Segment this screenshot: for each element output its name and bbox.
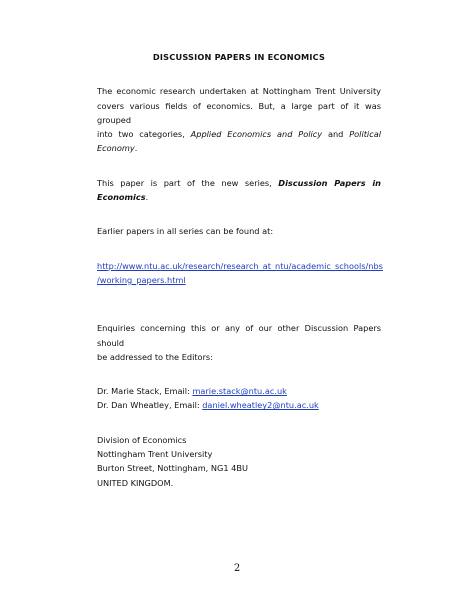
working-papers-link[interactable] bbox=[97, 259, 381, 288]
editor-row bbox=[97, 384, 381, 398]
intro-line-3 bbox=[97, 127, 381, 141]
address-line: Division of Economics bbox=[97, 434, 187, 445]
editor-label: Dr. Marie Stack, Email: bbox=[97, 386, 190, 397]
intro-line-2: covers various fields of economics. But, a large part of it was grouped bbox=[97, 100, 381, 125]
series-name-part-1: Discussion Papers in bbox=[278, 177, 381, 188]
series-prefix: This paper is part of the new series, bbox=[97, 177, 272, 188]
intro-line-4 bbox=[97, 141, 381, 155]
editor-email-link[interactable]: daniel.wheatley2@ntu.ac.uk bbox=[202, 400, 319, 411]
postal-address bbox=[97, 433, 381, 490]
intro-line-1: The economic research undertaken at Nottingham Trent University bbox=[97, 86, 381, 97]
intro-category-political: Political bbox=[349, 129, 381, 140]
working-papers-link-line-1[interactable]: http://www.ntu.ac.uk/research/research_at_ntu/academic_schools/nbs bbox=[97, 260, 383, 271]
series-paragraph bbox=[97, 176, 381, 205]
page-number: 2 bbox=[233, 563, 241, 574]
enquiries-paragraph bbox=[97, 321, 381, 364]
earlier-papers-text: Earlier papers in all series can be found at: bbox=[97, 226, 274, 237]
series-suffix: . bbox=[145, 192, 149, 203]
editor-row bbox=[97, 398, 381, 412]
address-line: UNITED KINGDOM. bbox=[97, 477, 174, 488]
address-line: Nottingham Trent University bbox=[97, 449, 213, 460]
intro-line-3-and: and bbox=[327, 129, 344, 140]
intro-line-3-prefix: into two categories, bbox=[97, 129, 185, 140]
page-title: DISCUSSION PAPERS IN ECONOMICS bbox=[152, 52, 326, 62]
editor-email-link[interactable]: marie.stack@ntu.ac.uk bbox=[192, 386, 287, 397]
intro-category-applied: Applied Economics and Policy bbox=[190, 129, 323, 140]
intro-category-economy: Economy bbox=[97, 143, 135, 154]
editor-label: Dr. Dan Wheatley, Email: bbox=[97, 400, 200, 411]
series-name-part-2: Economics bbox=[97, 192, 146, 203]
page-content bbox=[97, 50, 381, 490]
enquiries-line-1: Enquiries concerning this or any of our other Discussion Papers should bbox=[97, 323, 381, 348]
intro-line-4-suffix: . bbox=[134, 143, 138, 154]
series-line-2 bbox=[97, 190, 381, 204]
working-papers-link-line-2[interactable]: /working_papers.html bbox=[97, 274, 186, 285]
series-line-1 bbox=[97, 176, 381, 190]
enquiries-line-2: be addressed to the Editors: bbox=[97, 351, 213, 362]
intro-paragraph bbox=[97, 84, 381, 155]
editors-list bbox=[97, 384, 381, 413]
address-line: Burton Street, Nottingham, NG1 4BU bbox=[97, 463, 248, 474]
